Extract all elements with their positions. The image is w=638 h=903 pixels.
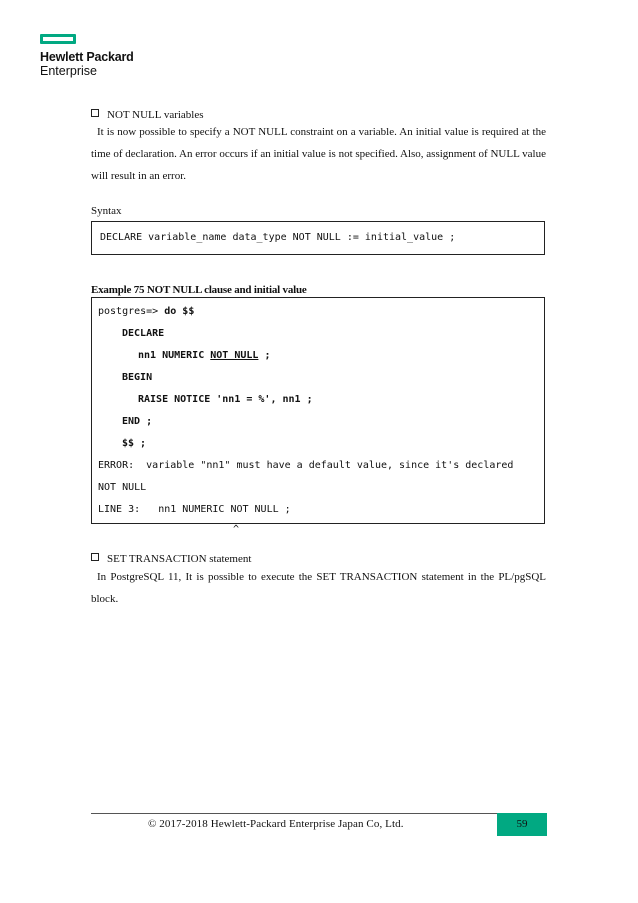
logo-name-line2: Enterprise <box>40 64 97 78</box>
code-line-6: END ; <box>122 416 153 427</box>
example-code-box <box>91 297 545 535</box>
code-line-8: ERROR: variable "nn1" must have a default value, since it's declared <box>98 460 514 471</box>
section2-body: In PostgreSQL 11, It is possible to execute the SET TRANSACTION statement in the PL/pgSQL block. <box>91 571 546 605</box>
code-line-1: postgres=> do $$ <box>98 306 195 317</box>
section1-body: It is now possible to specify a NOT NULL constraint on a variable. An initial value is required at the time of declaration. An error occurs if an initial value is not specified. Also, assignment of NULL value will result in an error. <box>91 126 546 182</box>
section2-heading-text: SET TRANSACTION statement <box>107 553 252 565</box>
code-line-10: LINE 3: nn1 NUMERIC NOT NULL ; <box>98 504 291 515</box>
syntax-code-box <box>91 221 545 255</box>
footer-copyright: © 2017-2018 Hewlett-Packard Enterprise Japan Co, Ltd. <box>148 818 404 830</box>
code-line-3: nn1 NUMERIC NOT NULL ; <box>138 350 271 361</box>
checkbox-bullet-icon <box>91 109 99 117</box>
code-line-2: DECLARE <box>122 328 165 339</box>
example-title: Example 75 NOT NULL clause and initial value <box>91 284 307 296</box>
code-line-11: ^ <box>233 524 240 535</box>
checkbox-bullet-icon <box>91 553 99 561</box>
syntax-label: Syntax <box>91 205 122 217</box>
syntax-code: DECLARE variable_name data_type NOT NULL := initial_value ; <box>100 232 456 243</box>
section2-heading <box>91 553 251 565</box>
code-line-9: NOT NULL <box>98 482 147 493</box>
page-number: 59 <box>497 813 547 836</box>
logo-name-line1: Hewlett Packard <box>40 50 134 64</box>
hpe-logo-bar <box>40 34 76 44</box>
footer-divider <box>91 813 547 814</box>
section1-heading-text: NOT NULL variables <box>107 109 204 121</box>
section1-heading <box>91 109 204 121</box>
code-line-4: BEGIN <box>122 372 153 383</box>
code-line-7: $$ ; <box>122 438 147 449</box>
code-line-5: RAISE NOTICE 'nn1 = %', nn1 ; <box>138 394 313 405</box>
